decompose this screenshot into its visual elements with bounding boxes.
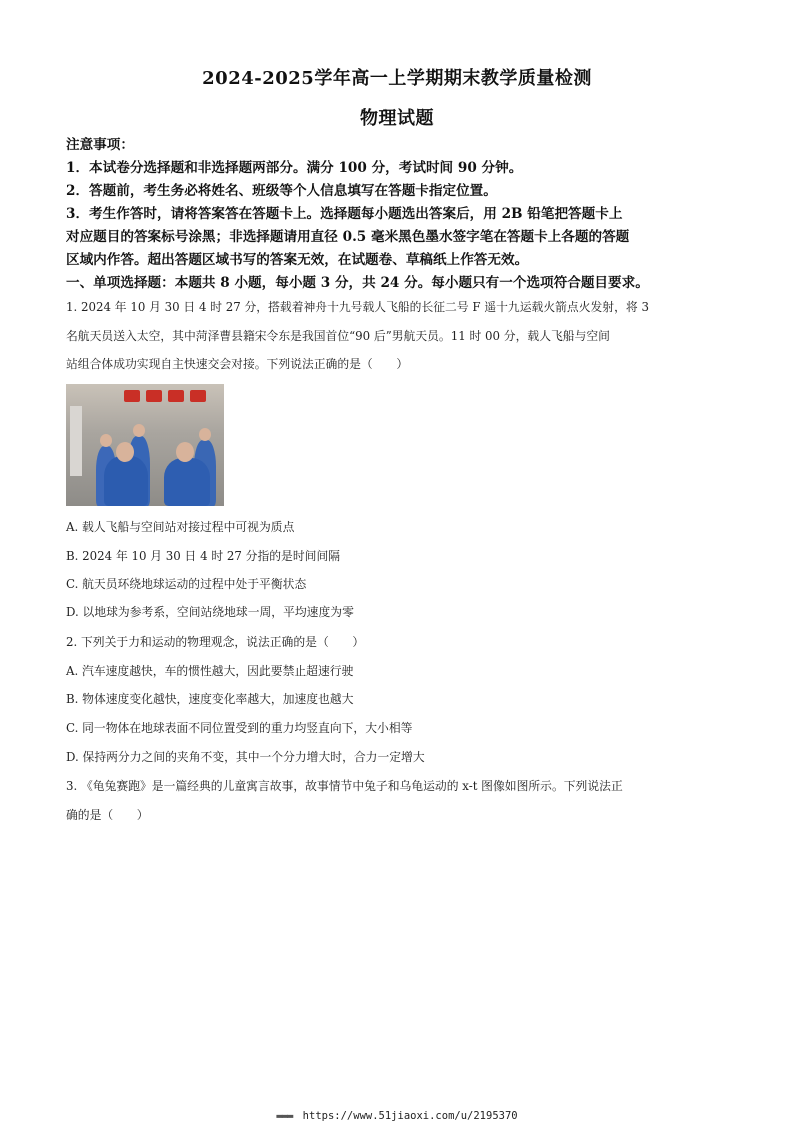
question-1-option-b: B. 2024 年 10 月 30 日 4 时 27 分指的是时间间隔 (66, 549, 341, 563)
notice-item: 2．答题前，考生务必将姓名、班级等个人信息填写在答题卡指定位置。 (66, 183, 497, 199)
question-1-stem: 站组合体成功实现自主快速交会对接。下列说法正确的是（ ） (66, 357, 409, 371)
question-1-option-c: C. 航天员环绕地球运动的过程中处于平衡状态 (66, 577, 307, 591)
notice-item: 区域内作答。超出答题区域书写的答案无效，在试题卷、草稿纸上作答无效。 (66, 252, 529, 268)
photo-detail (199, 428, 211, 441)
question-2-option-d: D. 保持两分力之间的夹角不变，其中一个分力增大时，合力一定增大 (66, 750, 425, 764)
notice-heading: 注意事项： (66, 137, 134, 153)
question-1-stem: 1. 2024 年 10 月 30 日 4 时 27 分，搭载着神舟十九号载人飞船的长征二号 F 遥十九运载火箭点火发射，将 3 (66, 300, 649, 314)
exam-subtitle: 物理试题 (360, 108, 434, 129)
photo-detail (164, 458, 210, 506)
question-2-option-b: B. 物体速度变化越快，速度变化率越大，加速度也越大 (66, 692, 354, 706)
notice-item: 对应题目的答案标号涂黑；非选择题请用直径 0.5 毫米黑色墨水签字笔在答题卡上各题的答题 (66, 229, 630, 245)
photo-detail (190, 390, 206, 402)
footer-url[interactable]: https://www.51jiaoxi.com/u/2195370 (302, 1110, 518, 1122)
photo-detail (104, 456, 148, 506)
question-2-stem: 2. 下列关于力和运动的物理观念，说法正确的是（ ） (66, 635, 365, 649)
photo-detail (124, 390, 140, 402)
astronauts-photo (66, 384, 224, 506)
question-3-stem: 确的是（ ） (66, 808, 149, 822)
question-3-stem: 3. 《龟兔赛跑》是一篇经典的儿童寓言故事，故事情节中兔子和乌龟运动的 x-t 图像如图所示。下列说法正 (66, 779, 623, 793)
question-2-option-a: A. 汽车速度越快，车的惯性越大，因此要禁止超速行驶 (66, 664, 354, 678)
question-1-option-a: A. 载人飞船与空间站对接过程中可视为质点 (66, 520, 295, 534)
footer-watermark (0, 1110, 794, 1122)
question-1-option-d: D. 以地球为参考系，空间站绕地球一周，平均速度为零 (66, 605, 354, 619)
photo-detail (100, 434, 112, 447)
photo-detail (70, 406, 82, 476)
notice-item: 3．考生作答时，请将答案答在答题卡上。选择题每小题选出答案后，用 2B 铅笔把答题卡上 (66, 206, 623, 222)
photo-detail (176, 442, 194, 462)
section-heading: 一、单项选择题：本题共 8 小题，每小题 3 分，共 24 分。每小题只有一个选项符合题目要求。 (66, 275, 649, 291)
notice-item: 1．本试卷分选择题和非选择题两部分。满分 100 分，考试时间 90 分钟。 (66, 160, 523, 176)
photo-detail (168, 390, 184, 402)
photo-detail (133, 424, 145, 437)
question-1-stem: 名航天员送入太空，其中菏泽曹县籍宋令东是我国首位“90 后”男航天员。11 时 00 分，载人飞船与空间 (66, 329, 610, 343)
exam-title: 2024-2025学年高一上学期期末教学质量检测 (202, 68, 592, 89)
question-2-option-c: C. 同一物体在地球表面不同位置受到的重力均竖直向下，大小相等 (66, 721, 413, 735)
photo-detail (146, 390, 162, 402)
footer-scribble: ▬▬▬ (276, 1110, 293, 1122)
photo-detail (116, 442, 134, 462)
